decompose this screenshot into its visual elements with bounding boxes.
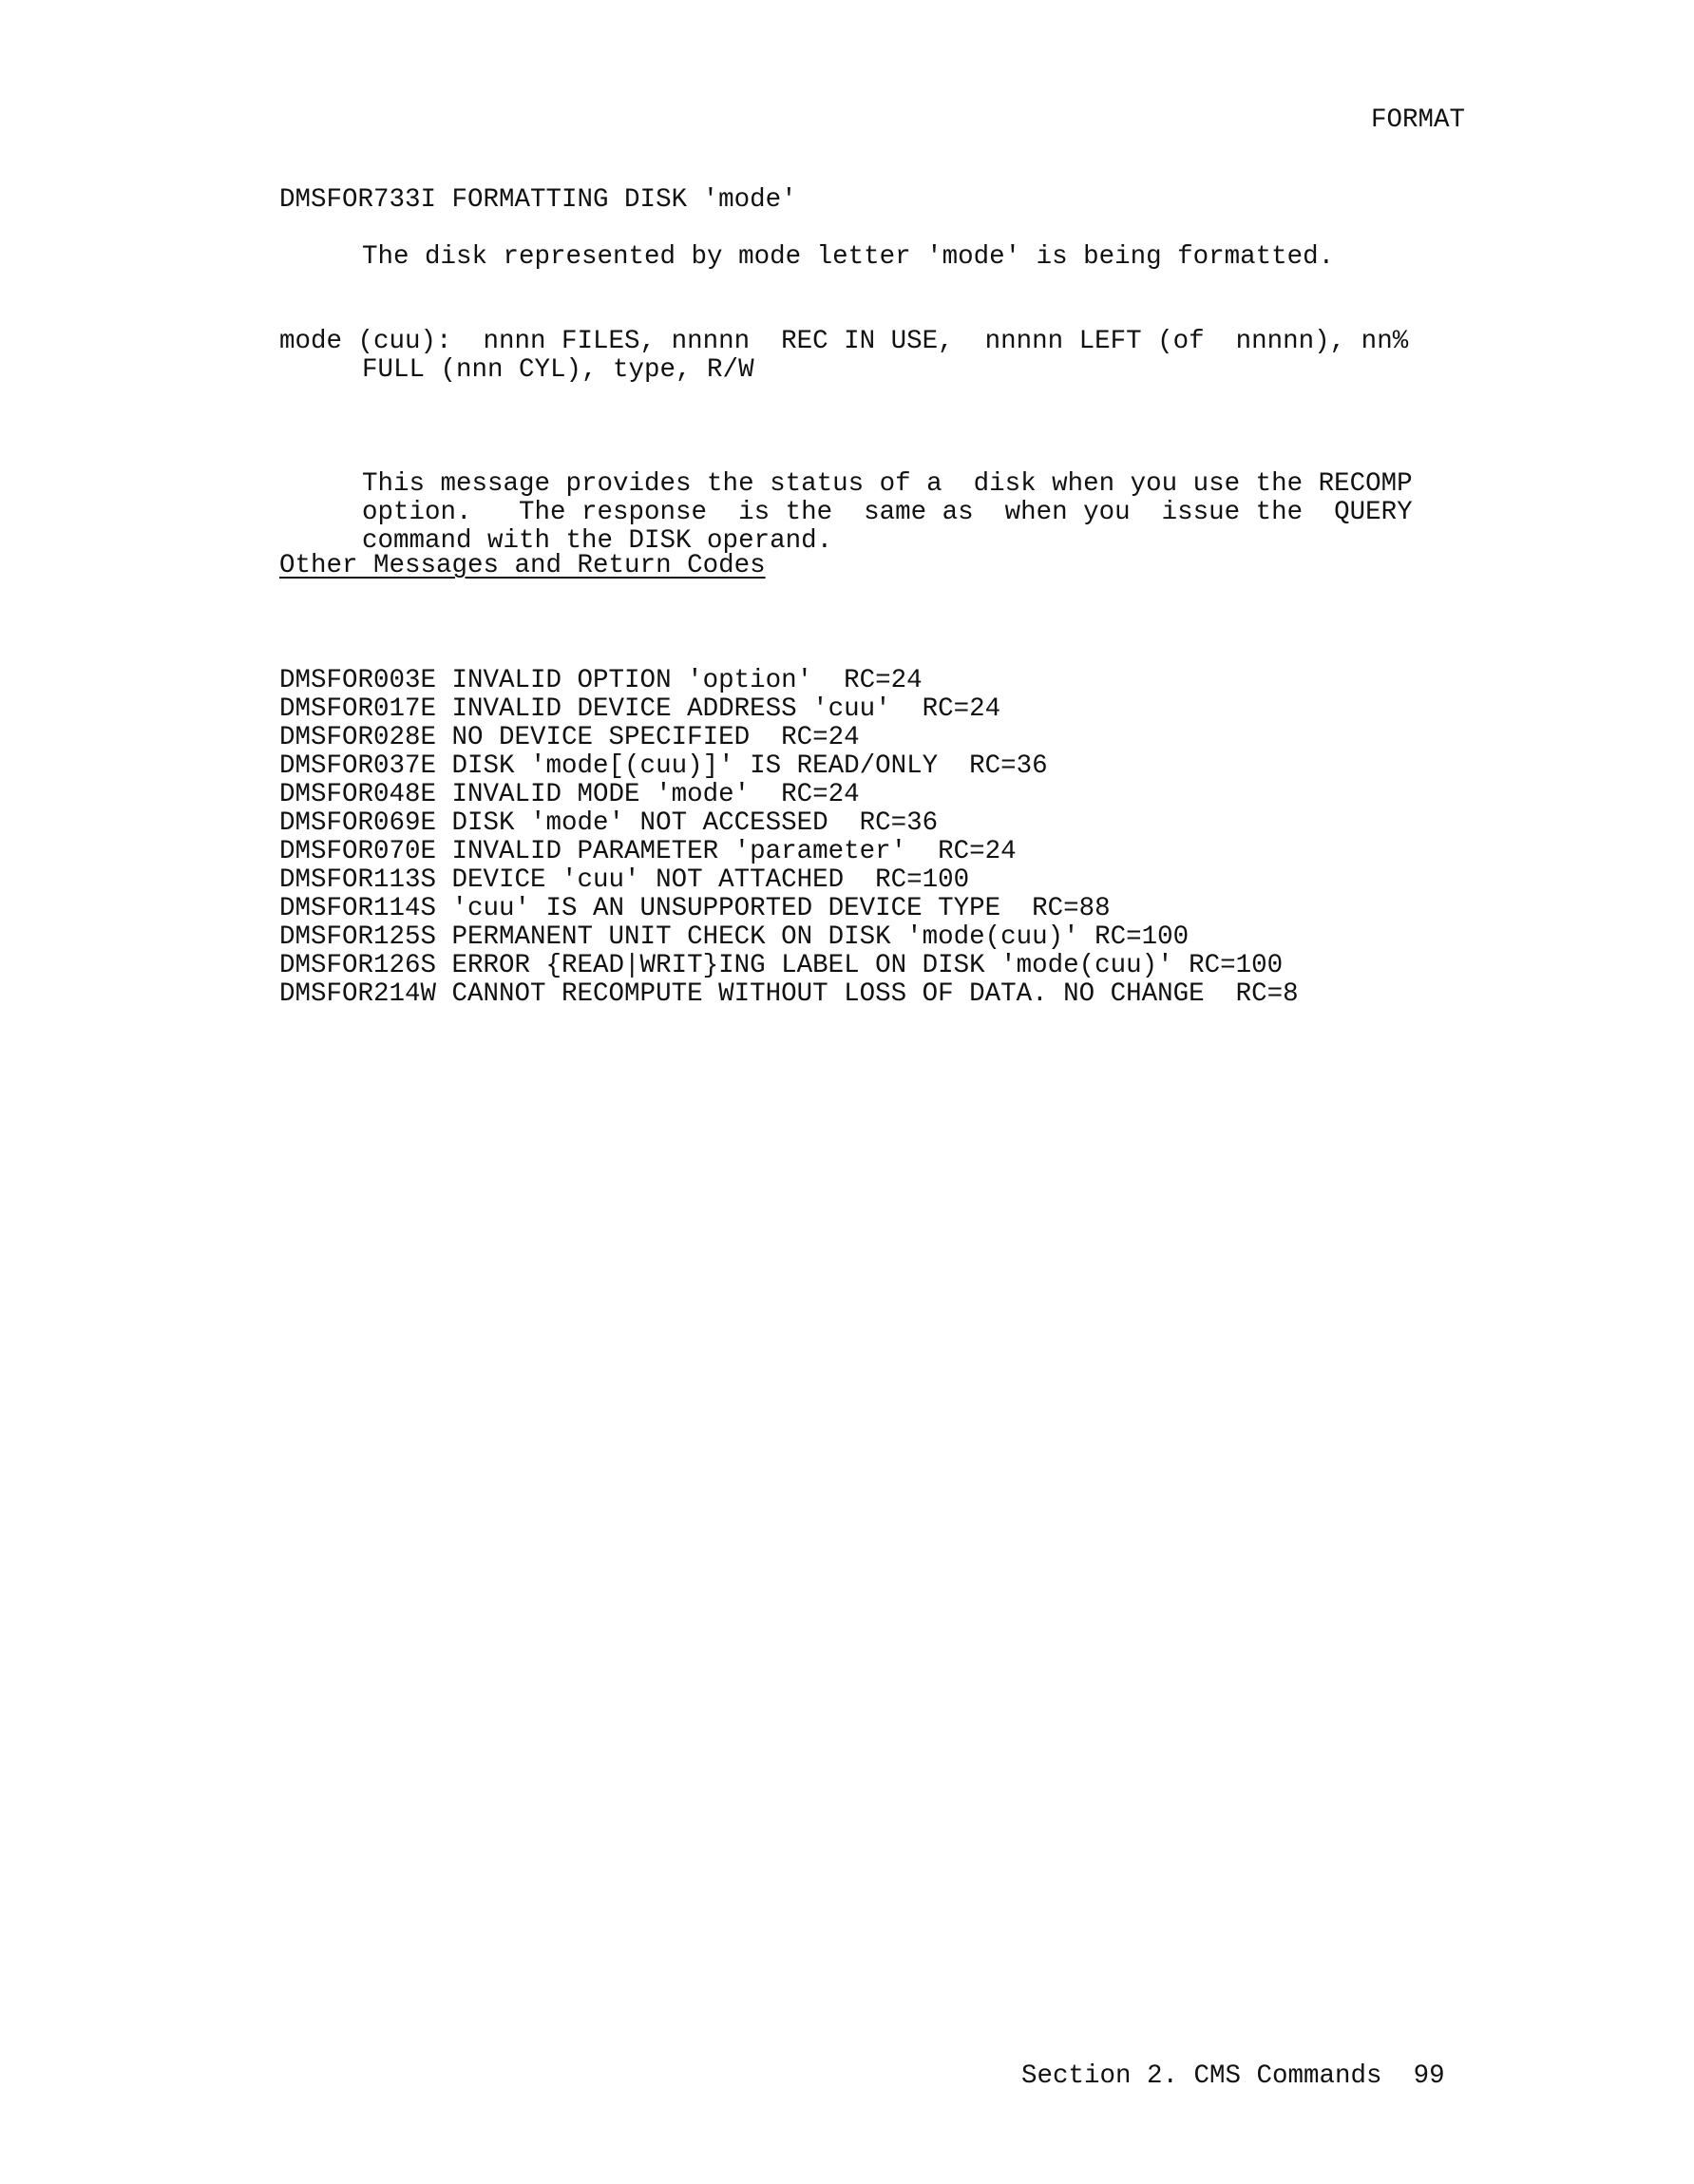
- description-line: option. The response is the same as when you issue the QUERY: [362, 498, 1413, 527]
- message-row: DMSFOR214W CANNOT RECOMPUTE WITHOUT LOSS OF DATA. NO CHANGE RC=8: [279, 979, 1299, 1009]
- message-row: DMSFOR028E NO DEVICE SPECIFIED RC=24: [279, 723, 860, 752]
- description-line: command with the DISK operand.: [362, 526, 833, 556]
- message-row: DMSFOR048E INVALID MODE 'mode' RC=24: [279, 780, 860, 809]
- status-message-line-1: mode (cuu): nnnn FILES, nnnnn REC IN USE, nnnnn LEFT (of nnnnn), nn%: [279, 327, 1409, 356]
- message-row: DMSFOR125S PERMANENT UNIT CHECK ON DISK 'mode(cuu)' RC=100: [279, 922, 1190, 952]
- message-description: The disk represented by mode letter 'mode' is being formatted.: [362, 242, 1335, 272]
- message-id-line: DMSFOR733I FORMATTING DISK 'mode': [279, 185, 797, 215]
- message-row: DMSFOR003E INVALID OPTION 'option' RC=24: [279, 666, 923, 695]
- message-row: DMSFOR070E INVALID PARAMETER 'parameter' RC=24: [279, 837, 1017, 866]
- message-row: DMSFOR113S DEVICE 'cuu' NOT ATTACHED RC=100: [279, 865, 970, 895]
- message-list: [279, 610, 1299, 1037]
- description-line: This message provides the status of a disk when you use the RECOMP: [362, 469, 1413, 499]
- message-row: DMSFOR069E DISK 'mode' NOT ACCESSED RC=36: [279, 808, 939, 838]
- section-heading: Other Messages and Return Codes: [279, 551, 766, 580]
- message-row: DMSFOR114S 'cuu' IS AN UNSUPPORTED DEVICE TYPE RC=88: [279, 894, 1111, 923]
- message-row: DMSFOR126S ERROR {READ|WRIT}ING LABEL ON DISK 'mode(cuu)' RC=100: [279, 951, 1284, 980]
- message-row: DMSFOR017E INVALID DEVICE ADDRESS 'cuu' RC=24: [279, 694, 1001, 724]
- running-head: FORMAT: [1371, 105, 1466, 135]
- page-footer: Section 2. CMS Commands 99: [1021, 2061, 1445, 2091]
- message-row: DMSFOR037E DISK 'mode[(cuu)]' IS READ/ONLY RC=36: [279, 751, 1048, 781]
- status-message-line-2: FULL (nnn CYL), type, R/W: [362, 355, 754, 385]
